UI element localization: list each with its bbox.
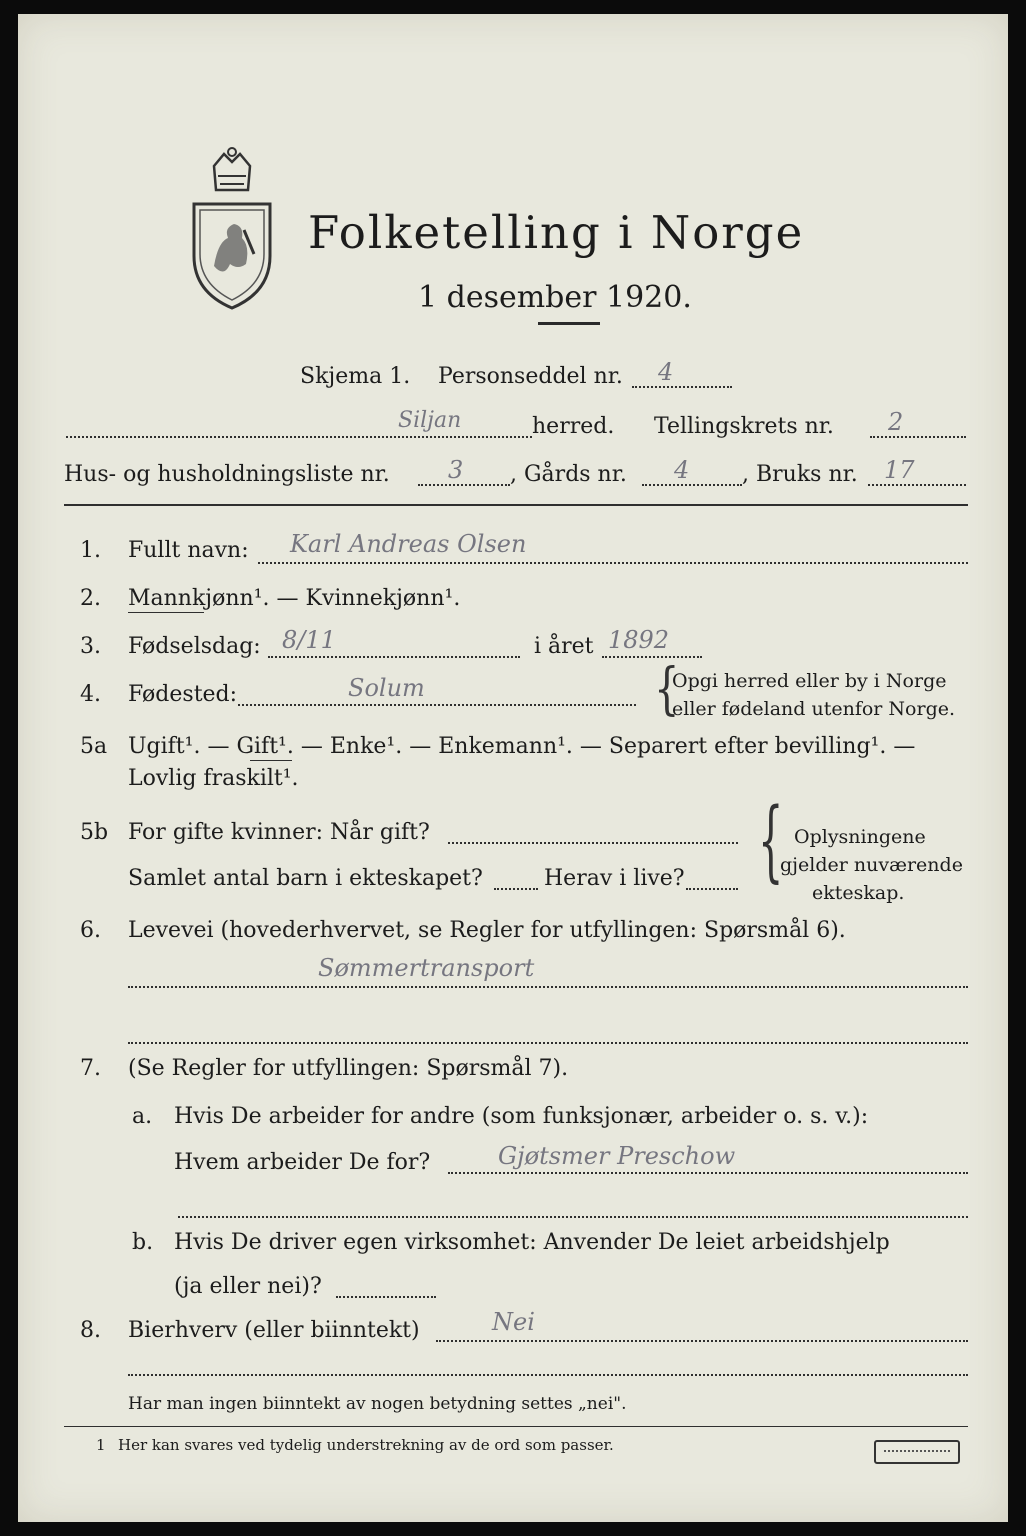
q7-label: (Se Regler for utfyllingen: Spørsmål 7). (128, 1056, 569, 1081)
q4-brace: { (654, 657, 680, 723)
q7b-line1: Hvis De driver egen virksomhet: Anvender De leiet arbeidshjelp (174, 1230, 890, 1255)
q7a-value[interactable]: Gjøtsmer Preschow (498, 1142, 736, 1170)
husholdningsliste-label: Hus- og husholdningsliste nr. (64, 462, 390, 487)
gards-value[interactable]: 4 (674, 456, 690, 484)
q5a-gift-underline (250, 760, 292, 761)
q1-line (258, 562, 968, 564)
header-divider (64, 504, 968, 506)
q7-number: 7. (80, 1056, 101, 1081)
q5b-children-line (494, 888, 538, 890)
q2-label: Mannkjønn¹. — Kvinnekjønn¹. (128, 586, 461, 611)
tellingskrets-value[interactable]: 2 (888, 408, 904, 436)
q5b-brace: { (758, 791, 784, 893)
q5b-line2: Samlet antal barn i ekteskapet? (128, 866, 483, 891)
footnote-mark: 1 (96, 1436, 106, 1454)
q5b-note-line1: Oplysningene (794, 826, 926, 848)
personseddel-line (632, 386, 732, 388)
q6-line2 (128, 1042, 968, 1044)
q3-label: Fødselsdag: (128, 634, 261, 659)
herred-value[interactable]: Siljan (398, 408, 462, 433)
q6-line1 (128, 986, 968, 988)
q5b-married-line (448, 842, 738, 844)
title-divider (538, 322, 600, 325)
q3-year-value[interactable]: 1892 (608, 626, 670, 654)
q1-label: Fullt navn: (128, 538, 249, 563)
census-date: 1 desember 1920. (418, 280, 692, 315)
q4-line (238, 704, 636, 706)
q5a-number: 5a (80, 734, 108, 759)
census-form (18, 14, 1008, 1522)
q7a-line1: Hvis De arbeider for andre (som funksjonær, arbeider o. s. v.): (174, 1104, 869, 1129)
q7a-letter: a. (132, 1104, 153, 1129)
q7b-line2: (ja eller nei)? (174, 1274, 322, 1299)
q2-underline (128, 612, 204, 613)
q6-number: 6. (80, 918, 101, 943)
norwegian-coat-of-arms-icon (184, 146, 280, 312)
q1-value[interactable]: Karl Andreas Olsen (290, 530, 527, 558)
q4-value[interactable]: Solum (348, 674, 425, 702)
q7b-line (336, 1296, 436, 1298)
bruks-label: , Bruks nr. (742, 462, 858, 487)
q8-line (436, 1340, 968, 1342)
q8-number: 8. (80, 1318, 101, 1343)
q7b-letter: b. (132, 1230, 154, 1255)
q6-value[interactable]: Sømmertransport (318, 954, 535, 982)
q4-note-line2: eller fødeland utenfor Norge. (672, 698, 956, 720)
printer-stamp-icon (874, 1440, 960, 1464)
tellingskrets-line (870, 436, 966, 438)
bruks-line (868, 484, 966, 486)
q5b-alive-label: Herav i live? (544, 866, 685, 891)
q8-label: Bierhverv (eller biinntekt) (128, 1318, 420, 1343)
q5b-line1: For gifte kvinner: Når gift? (128, 820, 430, 845)
q5a-options-line2: Lovlig fraskilt¹. (128, 766, 299, 791)
q7a-line (448, 1172, 968, 1174)
footnote-text: Her kan svares ved tydelig understrekning av de ord som passer. (118, 1436, 614, 1454)
q5b-note-line3: ekteskap. (812, 882, 905, 904)
skjema-label: Skjema 1. (300, 364, 411, 389)
herred-label: herred. (532, 414, 615, 439)
gards-line (642, 484, 742, 486)
q6-label: Levevei (hovederhvervet, se Regler for utfyllingen: Spørsmål 6). (128, 918, 846, 943)
q4-note-line1: Opgi herred eller by i Norge (672, 670, 947, 692)
q3-value[interactable]: 8/11 (282, 626, 336, 654)
q4-label: Fødested: (128, 682, 238, 707)
bruks-value[interactable]: 17 (884, 456, 915, 484)
footer-instruction: Har man ingen biinntekt av nogen betydning settes „nei". (128, 1394, 627, 1414)
footer-divider (64, 1426, 968, 1427)
q5b-alive-line (686, 888, 738, 890)
herred-line (66, 436, 532, 438)
q1-number: 1. (80, 538, 101, 563)
q3-year-label: i året (534, 634, 594, 659)
q3-line (268, 656, 520, 658)
q3-number: 3. (80, 634, 101, 659)
q3-year-line (602, 656, 702, 658)
q5b-number: 5b (80, 820, 109, 845)
q8-extra-line (128, 1374, 968, 1376)
form-title: Folketelling i Norge (308, 206, 805, 259)
q8-value[interactable]: Nei (492, 1308, 535, 1336)
tellingskrets-label: Tellingskrets nr. (654, 414, 834, 439)
q4-number: 4. (80, 682, 101, 707)
q5a-options: Ugift¹. — Gift¹. — Enke¹. — Enkemann¹. — Separert efter bevilling¹. — (128, 734, 916, 759)
personseddel-label: Personseddel nr. (438, 364, 623, 389)
personseddel-value[interactable]: 4 (658, 358, 674, 386)
q2-number: 2. (80, 586, 101, 611)
q7a-extra-line (178, 1216, 968, 1218)
q7a-line2: Hvem arbeider De for? (174, 1150, 431, 1175)
gards-label: , Gårds nr. (510, 462, 627, 487)
husholdningsliste-value[interactable]: 3 (448, 456, 464, 484)
husholdningsliste-line (418, 484, 510, 486)
q5b-note-line2: gjelder nuværende (780, 854, 963, 876)
